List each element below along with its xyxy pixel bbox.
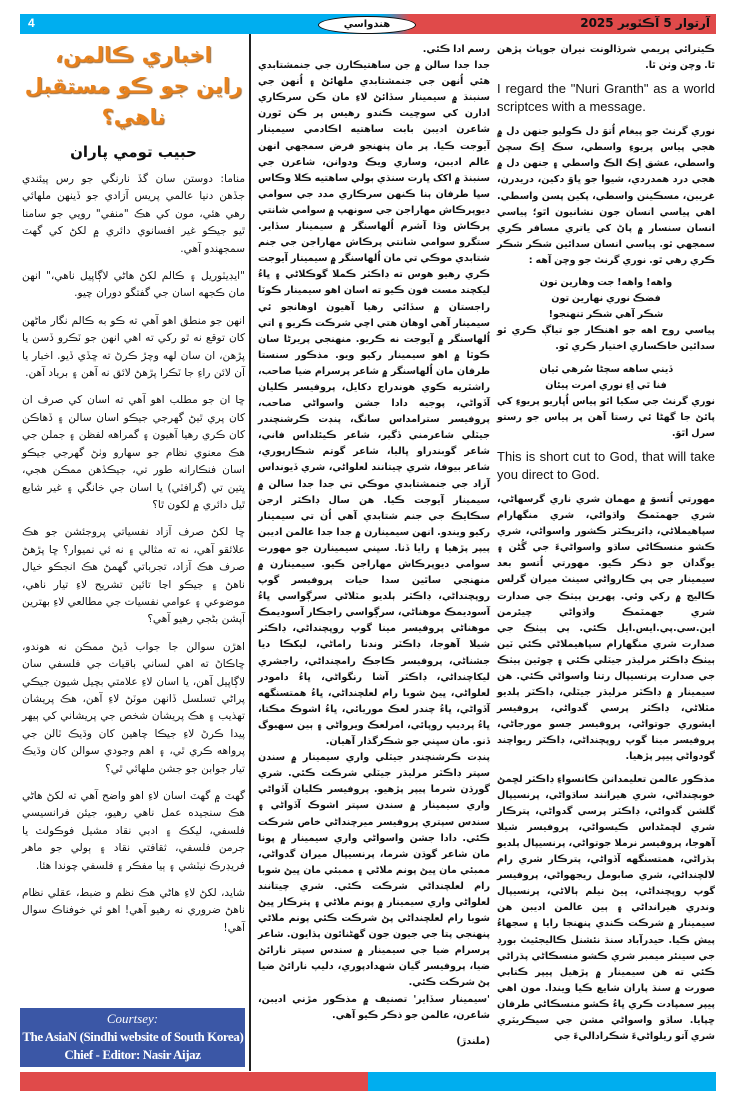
paragraph: مناما: دوستن سان گڏ نارنگي جو رس پيئندي جڏهن دنيا عالمي پريس آزادي جو ڏينهن ملهائي رهي هئي، مون کي هڪ "منفي" رويي جو سامنا ٿيو جيڪو غير افسانوي دائري ۾ لکڻ کي گهٽ سمجهندو آهي. <box>22 173 245 255</box>
paragraph: نوري گرنٿ جو پيغام اُتوَ دل ڪوليو جنهن دل ۾ هجي پياس پريوءِ واسطي، سڪ اِڪ سڄڻ واسطي، عشق اِڪ الڪ واسطي ۽ جنهن دل ۾ هجي درد همدردي، شيوا جو ڀاوَ دکين، دريدرن، غريبن، مسڪينن واسطي، پکين پسن واسطي. اهي پياسي انسان جون نشانيون اٿو؛ پياسي انسان سنسار ۾ پاڻ کي ياتري مسافر ڪري سمجهي ٿو. پياسي انسان سدائين شڪر شڪر ڪري رهي ٿو. نوري گرنٿ جو وچن آهه : <box>497 126 715 266</box>
middle-body <box>258 42 490 1024</box>
paragraph: گهٽ ۾ گهٽ اسان لاءِ اهو واضح آهي ته لکڻ هاڻي هڪ سنجيده عمل ناهي رهيو، جيئن فرانسيسي فلسفي، ليکڪ ۽ ادبي نقاد مشيل فوڪولٽ يا جرمن فلسفي، ثقافتي نقاد ۽ ٻولي جو ماهر فريڊرڪ نيٽشي ۽ ٻيا مفڪر ۽ فلسفي چوندا هئا. <box>22 790 245 872</box>
paragraph: جدا جدا سالن ۾ جن ساهتيڪارن جي جنمشتابدي هئي اُنهن جي جنمشتابدي ملهائڻ ۽ اُنهن جي سنبنڌ ۾ سيمينار سڏائڻ لاءِ مان ڪن سرڪاري ادارن کي سوچيت ڪندو رهيس پر ڪن ٿورن شاعرن اديبن بابت ساهتيه اڪادمي سيمينار آيوجت ڪيا. پر مان پنهنجو فرض سمجهي انهن عالم اديبن، وساري ويڪ ودوانن، شاعرن جي سنبنڌ ۾ اکک ڀارت سنڌي ٻولي ساهتيه ڪلا وڪاس سڀا طرفان ٻنا ڪنهن سرڪاري مدد جي سوامي ديوپرڪاش مهاراجن جي سونهپ ۾ سوامي شانتي پرڪاش وڌا آشرم اُلهاسنگر ۾ سيمينار سڏاير. ستگرو سوامي شانتي پرڪاش مهاراجن جي جنم شتابدي موڪي تي مان اُلهاسنگر ۾ سيمينار آيوجت ڪري رهيو هوس ته ڊاڪٽر ڪملا گوڪلاڻي ۽ ڀاءُ ليکچند مست فون ڪيو ته اسان اهو سيمينار ڪوٽا راجستان ۾ سڏائي رهيا آهيون اوهانجو ئي سيمينار آهي اوهان هتي اچي شرڪت ڪريو ۽ اتي اُلهاسنگر ۾ آيوجت نه ڪريو. منهنجي پريرڻا سان ڪوٽا ۾ اهو سيمينار رکيو ويو. مذڪور سنستا طرفان مان اُلهاسنگر ۾ شاعر پرسرام ضيا صاحب، راشٽريه ڪوي هوندراج دکايل، پروفيسر ڪليان آڏواڻي، پوجيه دادا جشن واسواڻي صاحب، پروفيسر سترامداس سانگ، پنڊت ڪرشنچندر جيٽلي شاعرمني ڏگير، شاعر ڪيئلداس فاني، شاعر گوبندراو ڀاليا، شاعر گوتم شڪارپوري، شاعر بيوفا، شري چيتانند لعلواڻي، شري ڏيونداس آزاد جي جنمشتابدي موڪي تي جدا جدا سالن ۾ سيمينار آيوجت ڪيا. هن سال ڊاڪٽر ارجن سڪايڪ جي جنم شتابدي آهي اُن تي سيمينار رکيو ويندو. انهن سيمينارن ۾ جدا جدا عالمن اديبن پيپر پڙهيا ۽ رايا ڏنا. سڀني سيمينارن جو مهورت سوامي ديوپرڪاش مهاراجن ڪيو. سيمينارن ۾ منهنجي ساٿين سدا حيات پروفيسر گوپ روپچنداڻي، ڊاڪٽر ٻلديو مٽلاڻي سرڳواسي ڀاءُ آسوديمڪ موهناڻي، سرڳواسي راجڪار آسوديمڪ موهناڻي پروفيسر مينا گوپ روپچنداڻي، ڊاڪٽر شيلا آهوجا، ڊاڪٽر وندنا راماڻي، ليکڪا ديا جشناڻي، پروفيسر ڪاجڪ رامچنداڻي، راجشري ليکاچنداڻي، ڊاڪٽر آشا رنگواڻي، ڀاءُ دامودر لعلواڻي، ڀيڻ شوبا رام لعلچنداڻي، ڀاءُ همتسنگهه آڏواڻي، ڀاءُ چندر لعڪ موريائي، ڀاءُ اشوڪ مڪتا، ڀاءُ پرديپ روپائي، امرلعڪ ويرواڻي ۽ ٻين سهيوگ ڏنو. مان سڀني جو شڪرگذار آهيان. <box>258 60 490 748</box>
poem-line: شڪر آهي شڪر تنهنجو! <box>548 309 664 321</box>
article-title <box>22 40 245 133</box>
paragraph: اهڙن سوالن جا جواب ڏيڻ ممڪن نه هوندو، ڇاڪاڻ ته اهي لساني باقيات جي فلسفي سان لاڳاپيل آهن، يا اسان لاءِ علامتي بچيل شيون جيڪي پراڻي تسلسل ڏانهن موٽڻ لاءِ آهن، هڪ پريشان تهذيب ۽ هڪ پريشان شخص جي پريشاني کي ٻيهر پيدا ڪرڻ لاءِ جيڪا چاهين کان وڌيڪ ٽالن جي پرواهه ڪري ٿي، ۽ اهم وجودي سوالن کان وڌيڪ تيار جوابن جو جشن ملهائي ٿي؟ <box>22 640 245 775</box>
continued-marker: (ملندڙ) <box>456 1035 490 1047</box>
newspaper-logo: هندواسي <box>318 16 416 34</box>
paragraph: رسم ادا ڪئي. <box>422 44 490 55</box>
article-author: حبيب تومي پاران <box>70 143 197 161</box>
column-divider <box>249 34 251 1071</box>
paragraph: مذڪور عالمن تعليمدانن ڪانسواءِ ڊاڪٽر لڇمڻ خوبچنداڻي، شري هيرانند ساڌواڻي، پرنسيپال گلشن گدواڻي، ڊاڪٽر پرسي گدواڻي، پترڪار شري لڇمڻداس ڪيسواڻي، پروفيسر شيلا آهوجا، پروفيسر نرملا جوتواڻي، پرنسيپال ٻلديو ٻڌراڻي، همتسنگهه آڏواڻي، پترڪار شري رام لالچنداڻي، شري صابومل ريجهواڻي، پروفيسر گوپ روپچنداڻي، ڀيڻ نيلم ٻالاڻي، پرنسيپال وندري هيرانداڻي ۽ ٻين عالمن اديبن هن سيمينار ۾ شرڪت ڪندي پنهنجا رايا ۽ سجهاءُ پيش ڪيا. حيدرآباد سنڌ نئشنل ڪاليجئيٽ بورڊ جي سينئر ميمبر شري ڪشو منسڪاڻي پڌراڻي ڪئي ته هن سيمينار ۾ پڙهيل پيپر ڪتابي صورت ۾ سنڌ پاران شايع ڪيا ويندا. مون اهي پيپر سمپادت ڪري ڀاءُ ڪشو منسڪاڻي طرفان ڇپايا. ساڌو واسواڻي مشن جي سيڪريٽري شري آتو ريلواڻيءَ شڪراداليءَ جي <box>497 773 715 1043</box>
title-line-1: اخباري ڪالمن، <box>55 43 212 67</box>
english-paragraph: This is short cut to God, that will take you direct to God. <box>497 448 715 482</box>
paragraph: مهورتي اُتسوَ ۾ مهمان شري ناري گرسهاڻي، شري جهمٽمڪ واڌواڻي، شري منگهارام سپاهيملاڻي، ڊائريڪٽر ڪشور واسواڻي، شري ڪشو منسڪاڻي ساڌو واسواڻيءَ جي گُڻن ۽ يوگدان جو ذڪر ڪيو. مهورتي اُتسو بعد سيمينار جي ٻي ڪارواڻي سينٽ ميران گرلس ڪاليج ۾ رکي وئي. پهرين ٻيٺڪ جي صدارت شري جهمٽمڪ واڌواڻي چيئرمن اين.سي.پي.ايس.ايل ڪئي. ٻي ٻيٺڪ جي صدارت شري منگهارام سپاهيملاڻي ڪئي ٽين ٻيٺڪ ڊاڪٽر مرليڌر جيٽلي ڪئي ۽ چوٿين ٻيٺڪ جي صدارت پرنسيپال رتنا واسواڻي ڪئي. هن سيمينار ۾ ڊاڪٽر مرليڌر جيٽلي، ڊاڪٽر ٻلديو مٽلاڻي، ڊاڪٽر پرسي گدواڻي، پروفيسر ايشوري جوتواڻي، پروفيسر جسو مورجاڻي، پروفيسر مينا گوپ روپچنداڻي، ڊاڪٽر ريواچند گودواڻي پيپر پڙهيا. <box>497 493 715 763</box>
paragraph: انهن جو منطق اهو آهي ته ڪو به ڪالم نگار ماڻهن کان توقع نه ٿو رکي ته اهي انهن جو ٽڪرو ڏسن يا پڙهن، ان سان لهه وچڙ ڪرڻ ته ڇڏي ڏيو. اخبار يا آن لائن راءِ جا ٽڪرا پڙهڻ لائق نه آهن ۽ برباد آهن. <box>22 314 245 380</box>
issue-date: آرتوار 5 آڪٽوبر 2025 <box>580 16 710 30</box>
poem-line: واهه! واهه! جت وهارين تون <box>539 277 673 289</box>
page-number: 4 <box>28 16 35 30</box>
article-body <box>22 171 245 937</box>
poem-line: ڏيني ساهه سڄڻا سُرهي ٿيان <box>539 363 673 375</box>
courtesy-label: Courtsey: <box>106 1011 159 1026</box>
paragraph: شايد، لکڻ لاءِ هاڻي هڪ نظم و ضبط، عقلي نظام ناهڻ ضروري نه رهيو آهي! اهو ئي خوفناڪ سوال آهي! <box>22 887 245 934</box>
right-body <box>497 42 715 1045</box>
paragraph: 'سيمينار سڏاير' تصنيف ۾ مذڪور مڙني اديبن، شاعرن، عالمن جو ذڪر ڪيو آهي. <box>258 993 490 1021</box>
article-column <box>22 40 245 947</box>
title-line-2: راين جو ڪو مستقبل ناهي؟ <box>24 74 243 129</box>
paragraph: "ايڊيٽوريل ۽ ڪالم لکڻ هاڻي لاڳاپيل ناهي،" انهن مان ڪجهه اسان جي گفتگو دوران چيو. <box>22 270 245 300</box>
courtesy-box <box>20 1008 245 1067</box>
page-footer-bar <box>20 1072 716 1091</box>
paragraph: ڇا لکڻ صرف آزاد نفسياتي پروجئشن جو هڪ علائقو آهي، نه ته مثالي ۽ نه ئي نميوار؟ ڇا پڙهڻ صرف هڪ آزاد، تجرباتي گهمڻ هڪ انجڪو خيال ناهڻ ۽ جيڪو اڃا تائين تشريح لاءِ تيار ناهي، موضوعي ۽ عوامي نفسيات جي مطالعي لاءِ بهترين آپشن بڻجي رهيو آهي؟ <box>22 526 245 626</box>
paragraph: پياسي روح اهه جو اهنڪار جو تياڳ ڪري ٿو سدائين خاڪساري اختيار ڪري ٿو. <box>497 325 715 353</box>
right-column <box>497 42 715 1051</box>
paragraph: ڪيترائي پريمي شرڌالونت نيران جوپاٺ پڙهن ٿا. وچن وٺن ٿا. <box>497 44 715 72</box>
middle-column <box>258 42 490 1050</box>
paragraph: نوري گرنٿ جي سکيا اٿو پياس اُڀاريو پريوءِ کي پائڻ جا گهڻا ئي رستا آهن پر پياس جو رستو سرل اٿوَ. <box>497 395 715 439</box>
paragraph: ڇا ان جو مطلب اهو آهي ته اسان کي صرف ان کان پري ٿيڻ گهرجي جيڪو اسان سالن ۽ ڏهاڪن کان ڪري رهيا آهيون ۽ گمراهه لفظن ۽ جملن جي هڪ معنوي نظام جو سهارو وٺڻ گهرجي جيڪو اسان فنڪارانه طور تي، جيڪڏهن ممڪن هجي، ڀتين تي (گرافٽي) يا اسان جي خانگي ۽ غير شايع ٿيل دائري ۾ لکون ٿا؟ <box>22 394 245 511</box>
poem-line: فضڪ نوري نهارين تون <box>551 293 661 305</box>
poem-line: فنا ٿي اِءِ نوري امرت پيئان <box>545 379 667 391</box>
courtesy-source: The AsiaN (Sindhi website of South Korea) <box>21 1029 243 1044</box>
courtesy-editor: Chief - Editor: Nasir Aijaz <box>64 1047 201 1062</box>
paragraph: پنڊت ڪرشنچندر جيٽلي واري سيمينار ۾ سندن سپتر ڊاڪٽر مرليڌر جيٽلي شرڪت ڪئي. شري گورڌن شرما پيپر پڙهيو. پروفيسر ڪليان آڏواڻي واري سيمينار ۾ سندن سپتر اشوڪ آڏواڻي ۽ سندس سپتري پروفيسر ميرچنداڻي خاص شرڪت ڪئي. دادا جشن واسواڻي واري سيمينار ۾ پونا مان شاعر گوڌن شرما، پرنسيپال ميران گدواڻي، ممبئي مان ڀيڻ پونم ملاڻي ۽ ممبئي مان ڀيڻ شوبا رام لعلچنداڻي شرڪت ڪئي. شري چيتانند لعلواڻي واري سيمينار ۾ پونم ملاڻي ۽ پترڪار ڀيڻ شوبا رام لعلچنداڻي پڻ شرڪت ڪئي پونم ملاڻي پنهنجي پتا جي جيون جون گهڻنائون ٻڌايون. شاعر پرسرام ضيا جي سيمينار ۾ سندس سپتر نارائڻ ضيا، پروفيسر گيان شهدادپوري، دليپ نارائڻ ضيا پڻ شرڪت ڪئي. <box>258 752 490 989</box>
english-paragraph: I regard the "Nuri Granth" as a world scriptces with a message. <box>497 81 715 115</box>
